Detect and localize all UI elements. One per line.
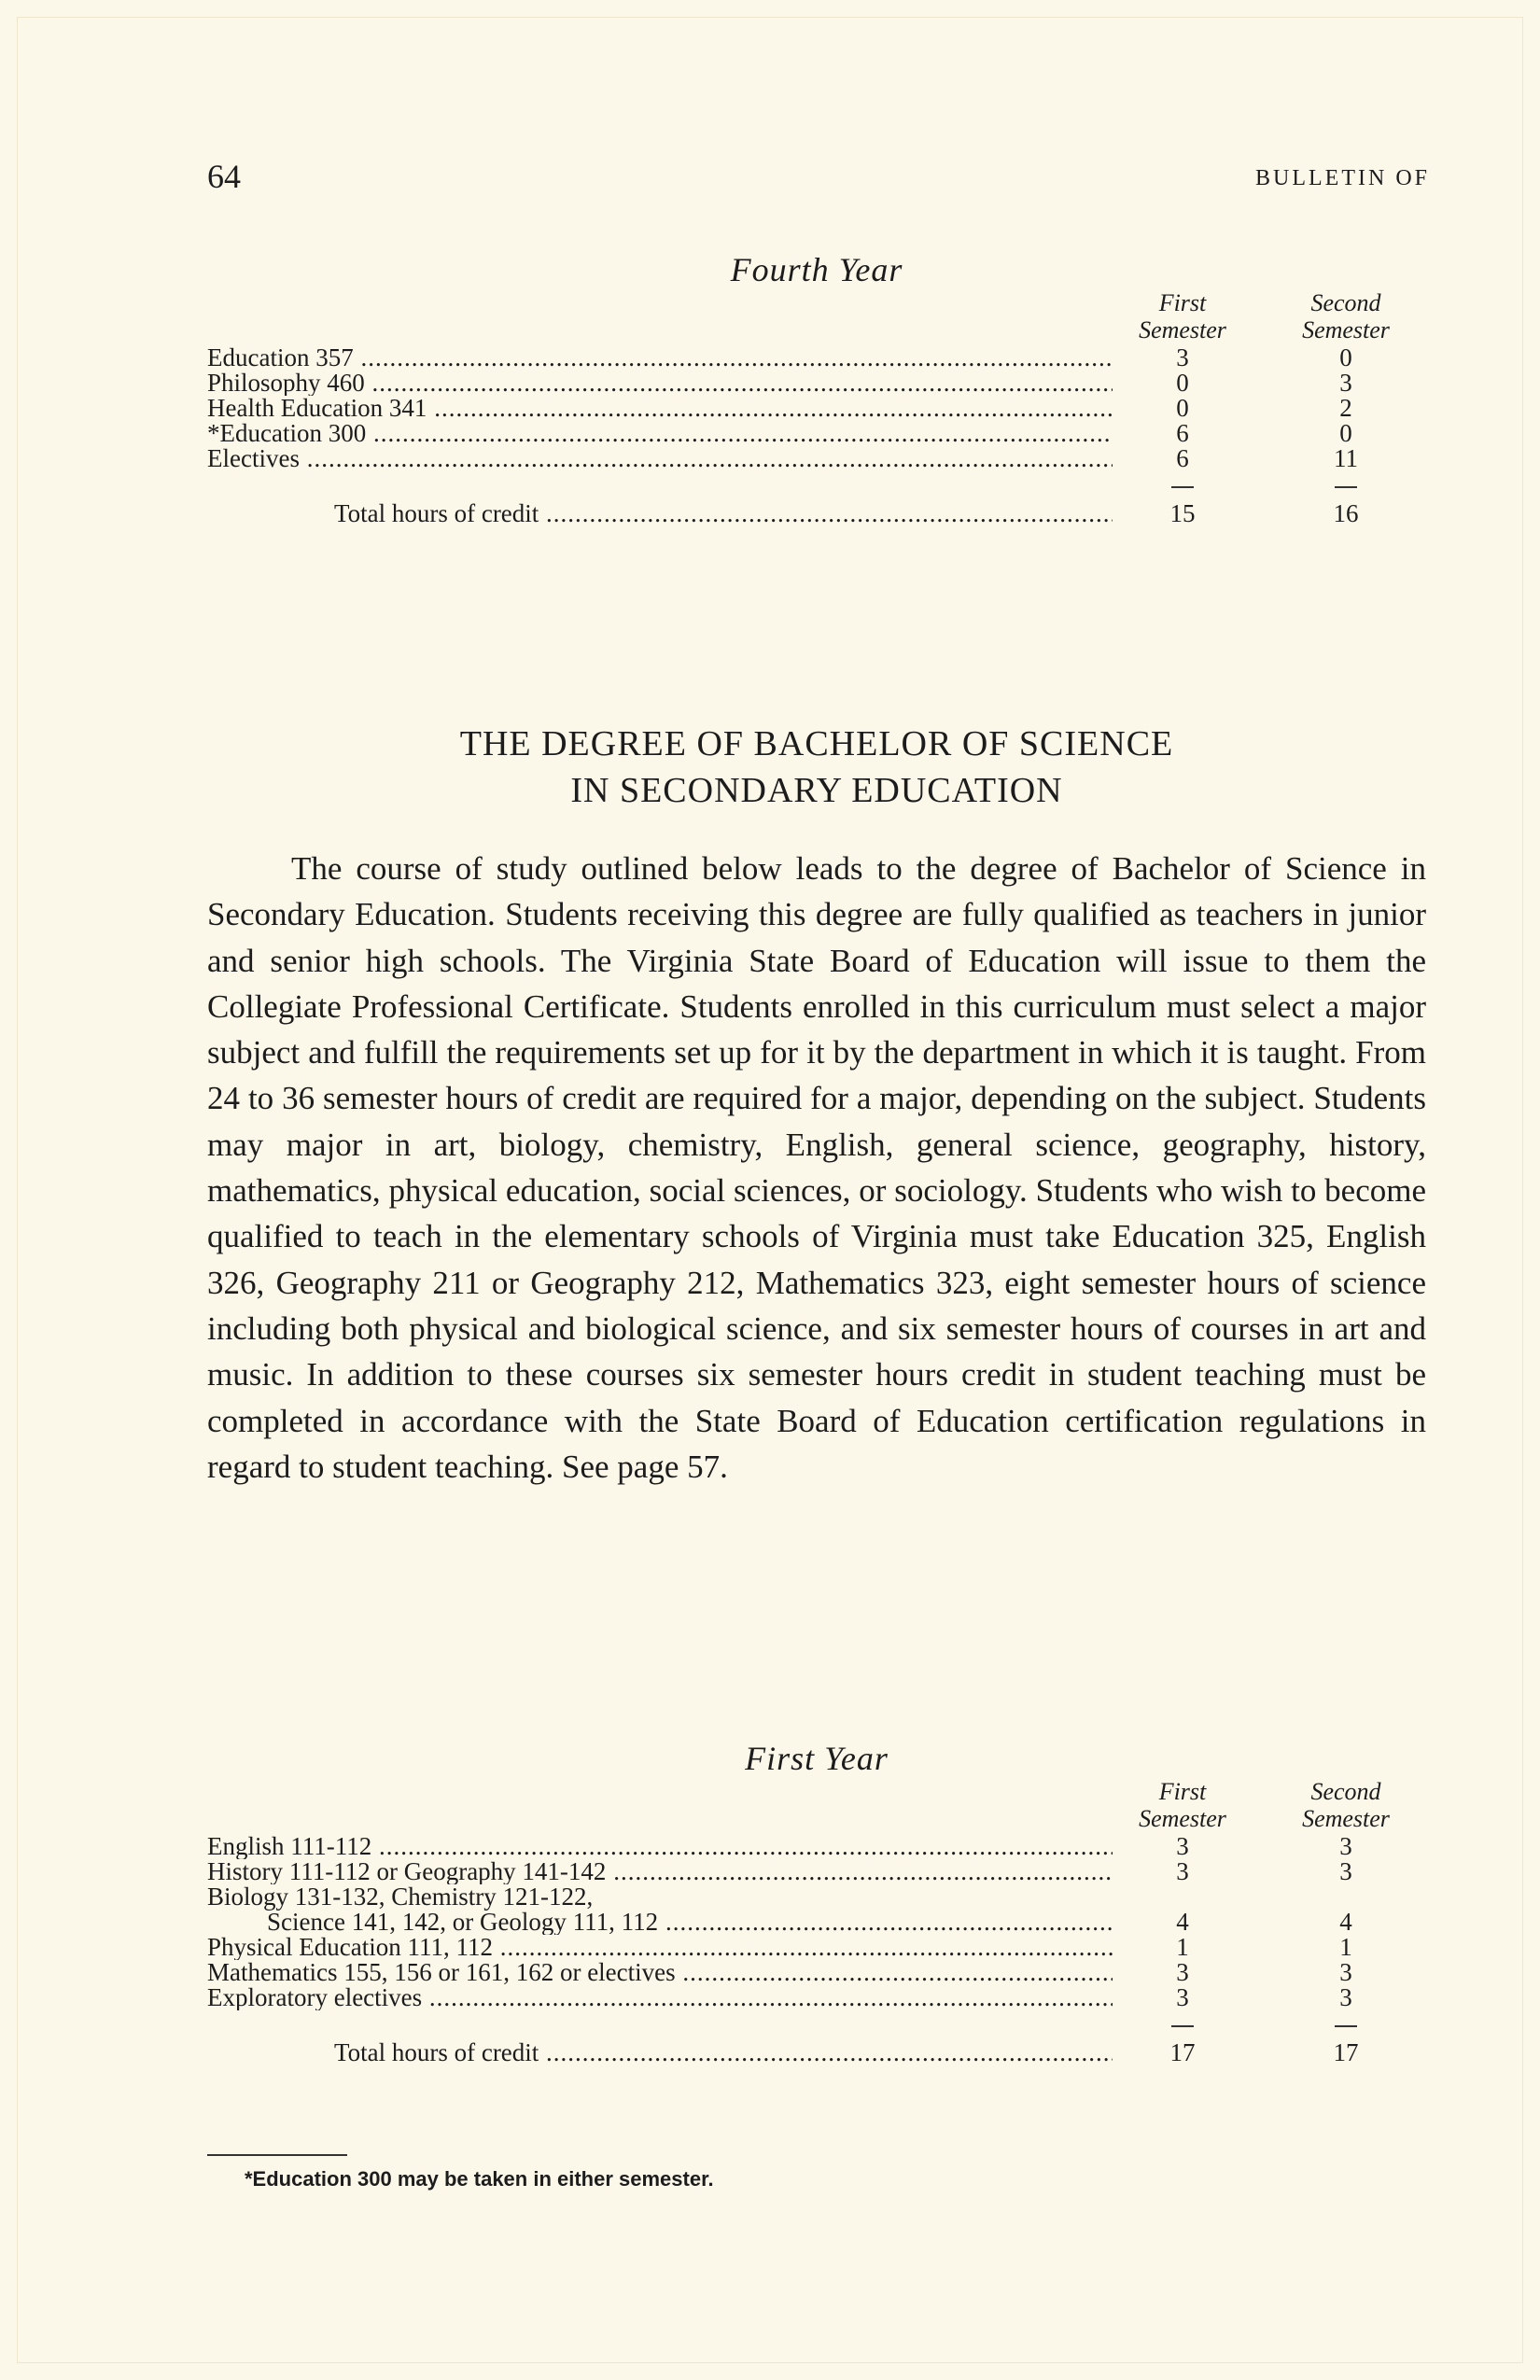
course-row <box>207 1884 1426 1935</box>
first-year-semester-headers <box>207 1778 1426 1834</box>
course-row <box>207 1935 1426 1960</box>
running-title: BULLETIN OF <box>1255 166 1430 190</box>
total-row <box>207 501 1426 526</box>
second-semester-hours: 3 <box>1339 1857 1352 1885</box>
first-year-rows <box>207 1834 1426 2010</box>
total-first-semester: 17 <box>1169 2038 1196 2066</box>
first-semester-hours: 6 <box>1176 444 1189 472</box>
course-name: History 111-112 or Geography 141-142 ..... <box>207 1859 1113 1884</box>
course-name: Electives ..... <box>207 446 1113 471</box>
first-year-section <box>207 1739 1426 2065</box>
second-semester-hours: 2 <box>1339 394 1352 422</box>
second-semester-hours: 0 <box>1339 419 1352 447</box>
total-second-semester: 16 <box>1333 499 1359 527</box>
course-name: English 111-112 ..... <box>207 1834 1113 1859</box>
degree-title-line1: THE DEGREE OF BACHELOR OF SCIENCE <box>459 724 1174 763</box>
course-name-continued: Science 141, 142, or Geology 111, 112 ..... <box>207 1910 1113 1935</box>
footnote: *Education 300 may be taken in either semester. <box>245 2167 714 2191</box>
course-row <box>207 446 1426 471</box>
second-semester-hours: 1 <box>1339 1933 1352 1961</box>
total-rule <box>207 2010 1426 2040</box>
fourth-year-title: Fourth Year <box>730 251 903 288</box>
first-semester-hours: 3 <box>1176 1832 1189 1860</box>
course-name: Biology 131-132, Chemistry 121-122, <box>207 1884 594 1911</box>
degree-section <box>207 721 1426 1490</box>
first-semester-hours: 3 <box>1176 1983 1189 2011</box>
total-second-semester: 17 <box>1333 2038 1359 2066</box>
first-semester-hours: 3 <box>1176 1857 1189 1885</box>
total-row <box>207 2040 1426 2065</box>
first-semester-label: First Semester <box>1139 1778 1226 1832</box>
course-name: Education 357 ..... <box>207 345 1113 371</box>
second-semester-hours: 3 <box>1339 1832 1352 1860</box>
first-semester-hours: 3 <box>1176 343 1189 371</box>
second-semester-hours: 3 <box>1339 369 1352 397</box>
first-semester-hours: 0 <box>1176 394 1189 422</box>
second-semester-hours: 11 <box>1334 444 1358 472</box>
first-year-title: First Year <box>745 1740 889 1777</box>
second-semester-label: Second Semester <box>1302 1778 1390 1832</box>
first-semester-hours: 4 <box>1176 1908 1189 1936</box>
total-first-semester: 15 <box>1169 499 1196 527</box>
first-semester-label: First Semester <box>1139 289 1226 343</box>
course-name: Exploratory electives ..... <box>207 1985 1113 2010</box>
footnote-rule <box>207 2154 347 2156</box>
second-semester-hours: 4 <box>1339 1908 1352 1936</box>
course-row <box>207 1834 1426 1859</box>
course-row <box>207 421 1426 446</box>
course-row <box>207 1985 1426 2010</box>
first-semester-hours: 3 <box>1176 1958 1189 1986</box>
course-row <box>207 371 1426 396</box>
total-label: Total hours of credit ..... <box>334 501 1113 526</box>
second-semester-hours: 0 <box>1339 343 1352 371</box>
course-row <box>207 1960 1426 1985</box>
course-row <box>207 1859 1426 1884</box>
page-number: 64 <box>207 158 241 195</box>
fourth-year-rows <box>207 345 1426 471</box>
second-semester-hours: 3 <box>1339 1983 1352 2011</box>
course-row <box>207 396 1426 421</box>
first-semester-hours: 0 <box>1176 369 1189 397</box>
first-semester-hours: 1 <box>1176 1933 1189 1961</box>
fourth-year-semester-headers <box>207 289 1426 345</box>
second-semester-label: Second Semester <box>1302 289 1390 343</box>
total-rule <box>207 471 1426 501</box>
second-semester-hours: 3 <box>1339 1958 1352 1986</box>
course-name: Physical Education 111, 112 ..... <box>207 1935 1113 1960</box>
total-label: Total hours of credit ..... <box>334 2040 1113 2065</box>
course-row <box>207 345 1426 371</box>
fourth-year-section <box>207 250 1426 526</box>
course-name: *Education 300 ..... <box>207 421 1113 446</box>
degree-description: The course of study outlined below leads to the degree of Bachelor of Science in Secondary Education. Students receiving this degree are fully qualified as teachers in junior and senior high schools. The Virginia State Board of Education will issue to them the Collegiate Professional Certificate. Students enrolled in this curriculum must select a major subject and fulfill the requirements set up for it by the department in which it is taught. From 24 to 36 semester hours of credit are required for a major, depending on the subject. Students may major in art, biology, chemistry, English, general science, geography, history, mathematics, physical education, social sciences, or sociology. Students who wish to become qualified to teach in the elementary schools of Virginia must take Education 325, English 326, Geography 211 or Geography 212, Mathematics 323, eight semester hours of science including both physical and biological science, and six semester hours of courses in art and music. In addition to these courses six semester hours credit in student teaching must be completed in accordance with the State Board of Education certification regulations in regard to student teaching. See page 57. <box>207 850 1426 1485</box>
first-semester-hours: 6 <box>1176 419 1189 447</box>
course-name: Philosophy 460 ..... <box>207 371 1113 396</box>
degree-title-line2: IN SECONDARY EDUCATION <box>570 771 1063 810</box>
course-name: Health Education 341 ..... <box>207 396 1113 421</box>
course-name: Mathematics 155, 156 or 161, 162 or electives ..... <box>207 1960 1113 1985</box>
